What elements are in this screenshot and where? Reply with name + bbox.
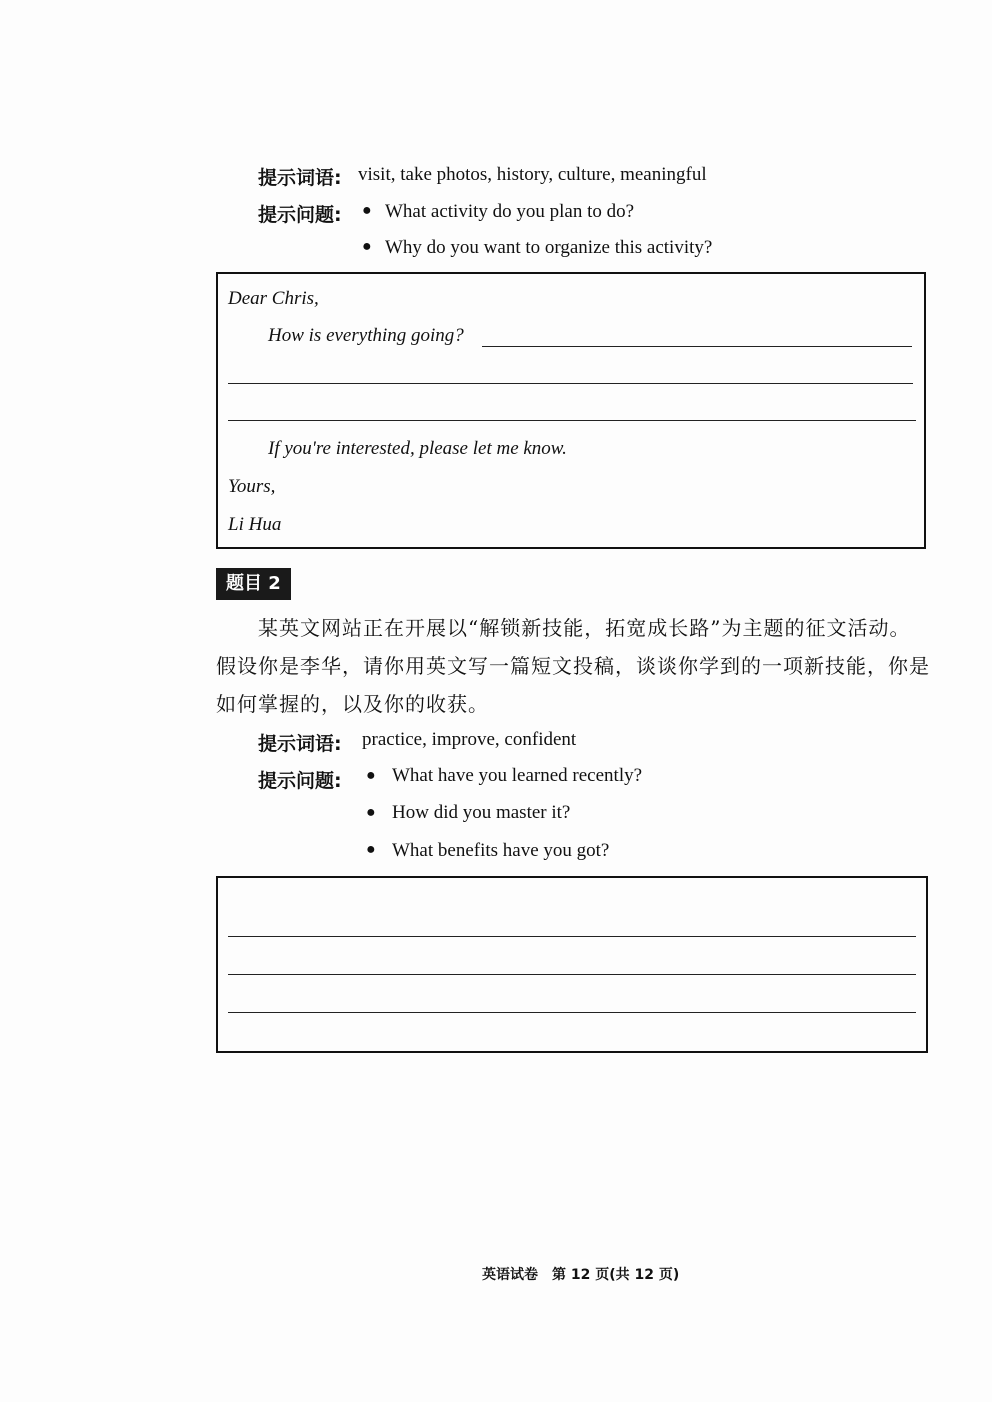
bullet-icon: ● <box>362 238 372 255</box>
hint-questions-label: 提示问题: <box>258 770 342 792</box>
hint-question: What activity do you plan to do? <box>385 201 635 222</box>
hint-question: What have you learned recently? <box>392 765 643 786</box>
hint-question: What benefits have you got? <box>392 840 610 861</box>
bullet-icon: ● <box>366 804 376 821</box>
hint-words: visit, take photos, history, culture, meaningful <box>358 164 707 185</box>
writing-line[interactable] <box>228 383 913 384</box>
prompt-line: 某英文网站正在开展以“解锁新技能，拓宽成长路”为主题的征文活动。 <box>258 616 911 640</box>
writing-line[interactable] <box>228 1012 916 1013</box>
bullet-icon: ● <box>362 202 372 219</box>
hint-words-label: 提示词语: <box>258 733 342 755</box>
letter-sign-off: Yours, <box>228 476 276 497</box>
prompt-line: 如何掌握的，以及你的收获。 <box>216 692 489 716</box>
writing-line[interactable] <box>228 974 916 975</box>
bullet-icon: ● <box>366 767 376 784</box>
hint-question: Why do you want to organize this activity? <box>385 237 713 258</box>
letter-salutation: Dear Chris, <box>228 288 319 309</box>
writing-line[interactable] <box>228 420 916 421</box>
letter-opening: How is everything going? <box>268 325 464 346</box>
writing-line[interactable] <box>228 936 916 937</box>
essay-answer-box <box>216 876 928 1053</box>
question-tag: 题目 2 <box>216 568 291 600</box>
letter-answer-box <box>216 272 926 549</box>
hint-questions-label: 提示问题: <box>258 204 342 226</box>
hint-question: How did you master it? <box>392 802 571 823</box>
bullet-icon: ● <box>366 841 376 858</box>
hint-words: practice, improve, confident <box>362 729 577 750</box>
writing-line[interactable] <box>482 346 912 347</box>
letter-closing-line: If you're interested, please let me know. <box>268 438 567 459</box>
page-footer: 英语试卷 第 12 页(共 12 页) <box>482 1267 680 1283</box>
prompt-line: 假设你是李华，请你用英文写一篇短文投稿，谈谈你学到的一项新技能，你是 <box>216 654 930 678</box>
letter-name: Li Hua <box>228 514 282 535</box>
hint-words-label: 提示词语: <box>258 167 342 189</box>
